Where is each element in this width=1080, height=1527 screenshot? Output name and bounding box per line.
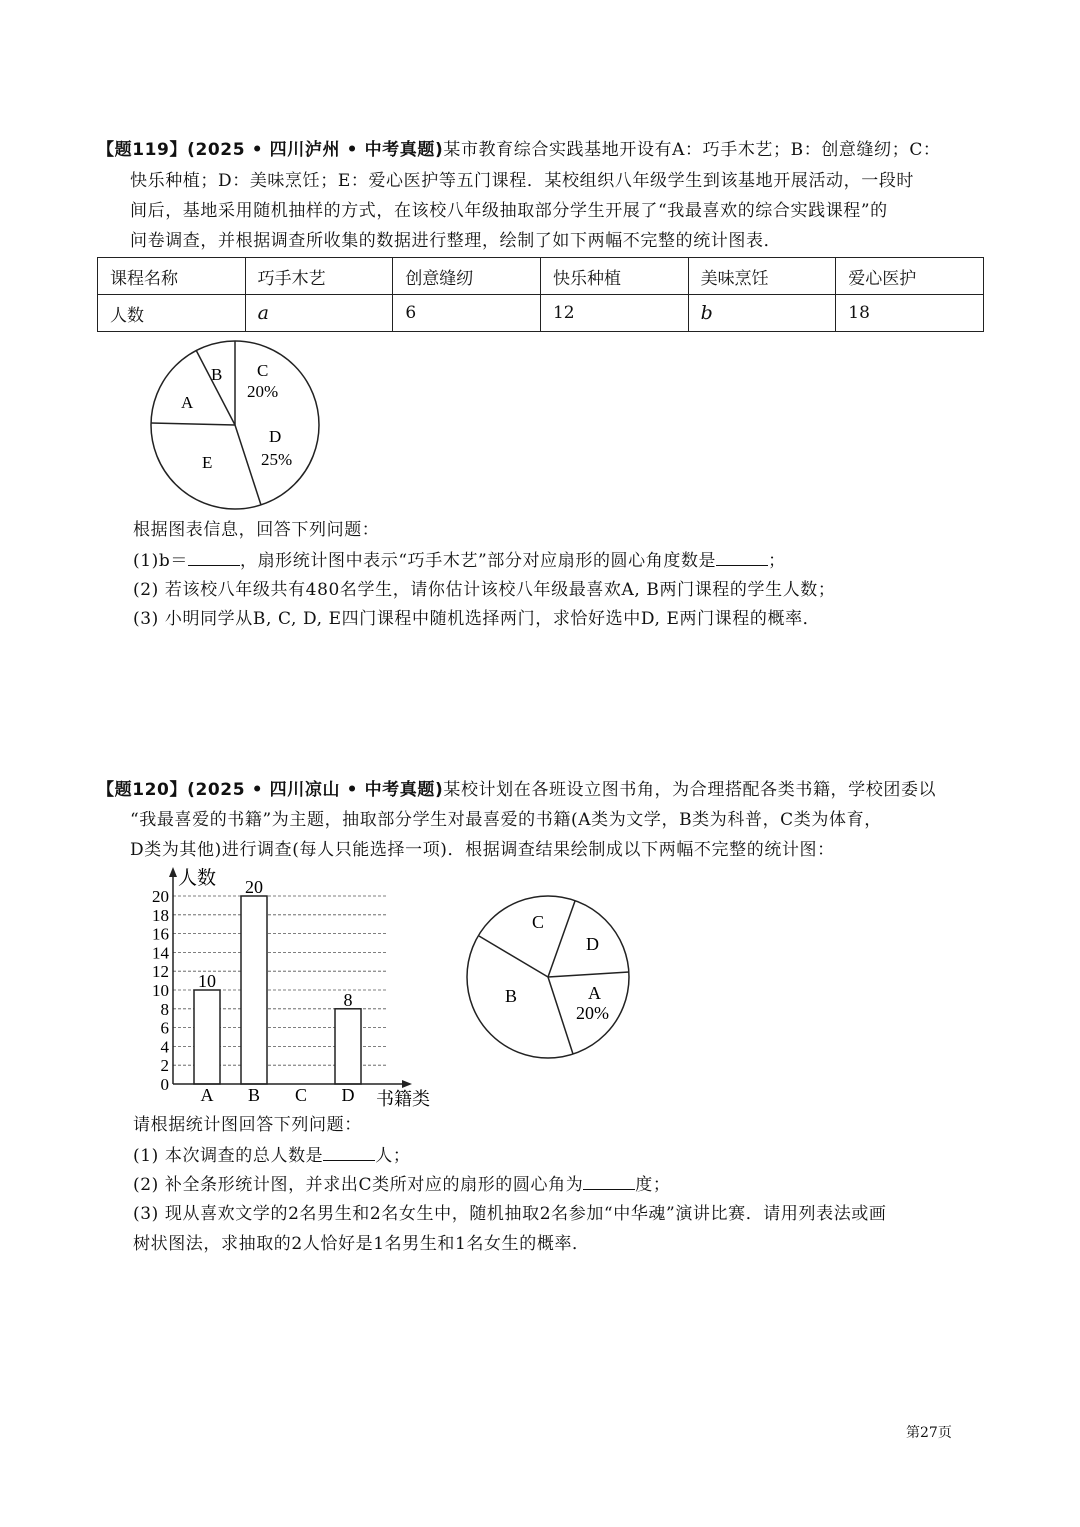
pie-divider bbox=[548, 972, 629, 977]
y-axis-label: 人数 bbox=[178, 867, 217, 889]
q120-line1: 【题120】(2025 • 四川凉山 • 中考真题)某校计划在各班设立图书角，为合理搭配各类书籍，学校团委以 bbox=[97, 780, 937, 800]
y-tick-label: 8 bbox=[160, 999, 169, 1019]
q119-question-1: (1)b＝ ，扇形统计图中表示“巧手木艺”部分对应扇形的圆心角度数是 ； bbox=[133, 551, 786, 571]
x-tick-label: D bbox=[341, 1085, 355, 1105]
table-cell: b bbox=[688, 295, 836, 332]
course-table bbox=[97, 257, 984, 332]
q120-bar-chart bbox=[140, 865, 450, 1110]
answer-blank bbox=[716, 549, 768, 566]
q120-question-3-line1: (3) 现从喜欢文学的2名男生和2名女生中，随机抽取2名参加“中华魂”演讲比赛．请用列表法或画 bbox=[133, 1204, 887, 1224]
pie-label-a-pct: 20% bbox=[576, 1003, 609, 1023]
table-header-row bbox=[98, 258, 984, 295]
pie-label-c-pct: 20% bbox=[247, 382, 279, 401]
y-tick-label: 16 bbox=[152, 924, 169, 944]
x-axis-arrow bbox=[402, 1080, 412, 1088]
q120-line3: D类为其他)进行调查(每人只能选择一项)．根据调查结果绘制成以下两幅不完整的统计图： bbox=[130, 840, 835, 860]
bar-x-labels bbox=[201, 1085, 355, 1105]
table-cell: 美味烹饪 bbox=[688, 258, 836, 295]
pie-label-b: B bbox=[211, 365, 223, 384]
pie-divider bbox=[235, 425, 261, 505]
y-tick-label: 10 bbox=[152, 981, 169, 1000]
bar-value-label: 10 bbox=[198, 971, 216, 991]
x-tick-label: B bbox=[247, 1085, 261, 1105]
q119-question-2: (2) 若该校八年级共有480名学生，请你估计该校八年级最喜欢A, B两门课程的学生人数； bbox=[133, 580, 836, 600]
y-tick-label: 20 bbox=[152, 887, 169, 906]
pie-label-e: E bbox=[202, 453, 213, 472]
q119-line2: 快乐种植；D：美味烹饪；E：爱心医护等五门课程．某校组织八年级学生到该基地开展活动，一段时 bbox=[130, 171, 915, 191]
table-cell: 18 bbox=[836, 295, 984, 332]
q120-question-2: (2) 补全条形统计图，并求出C类所对应的扇形的圆心角为 度； bbox=[133, 1175, 671, 1195]
y-tick-label: 12 bbox=[152, 962, 169, 982]
bar bbox=[194, 990, 220, 1084]
q119-pie-chart bbox=[145, 338, 325, 513]
pie-label-d-pct: 25% bbox=[261, 450, 293, 469]
pie-divider bbox=[548, 901, 575, 977]
table-cell: 快乐种植 bbox=[540, 258, 688, 295]
pie-divider bbox=[196, 350, 235, 425]
table-cell: 6 bbox=[393, 295, 541, 332]
q120-intro: 请根据统计图回答下列问题： bbox=[133, 1115, 362, 1135]
q119-line1: 【题119】(2025 • 四川泸州 • 中考真题)某市教育综合实践基地开设有A：巧手木艺；B：创意缝纫；C： bbox=[97, 140, 941, 160]
table-cell: 人数 bbox=[98, 295, 246, 332]
y-tick-label: 0 bbox=[160, 1075, 169, 1094]
page-number: 第27页 bbox=[906, 1425, 952, 1441]
bar-value-label: 8 bbox=[343, 989, 353, 1010]
table-cell: 巧手木艺 bbox=[245, 258, 393, 295]
q120-question-3-line2: 树状图法，求抽取的2人恰好是1名男生和1名女生的概率． bbox=[133, 1234, 590, 1254]
y-tick-label: 4 bbox=[160, 1037, 169, 1057]
q119-line3: 间后，基地采用随机抽样的方式，在该校八年级抽取部分学生开展了“我最喜欢的综合实践课程”的 bbox=[130, 201, 888, 221]
pie-label-c: C bbox=[257, 361, 269, 380]
q120-pie-chart bbox=[462, 892, 634, 1062]
pie-label-d: D bbox=[269, 427, 282, 446]
x-tick-label: C bbox=[294, 1085, 308, 1105]
answer-blank bbox=[323, 1144, 375, 1161]
y-axis-arrow bbox=[169, 867, 177, 877]
y-tick-label: 18 bbox=[152, 905, 169, 925]
pie-label-c: C bbox=[532, 912, 545, 932]
q120-title: 【题120】(2025 • 四川凉山 • 中考真题) bbox=[97, 780, 444, 800]
bar-bars bbox=[194, 877, 361, 1084]
y-tick-label: 2 bbox=[160, 1056, 169, 1076]
table-cell: 12 bbox=[540, 295, 688, 332]
answer-blank bbox=[188, 549, 240, 566]
table-cell: a bbox=[245, 295, 393, 332]
q119-intro: 根据图表信息，回答下列问题： bbox=[133, 520, 380, 540]
q119-question-3: (3) 小明同学从B, C, D, E四门课程中随机选择两门，求恰好选中D, E两门课程的概率． bbox=[133, 609, 821, 629]
pie-label-a: A bbox=[181, 393, 194, 412]
table-cell: 爱心医护 bbox=[836, 258, 984, 295]
pie-label-d: D bbox=[586, 934, 599, 954]
bar-value-label: 20 bbox=[245, 877, 263, 897]
q120-question-1: (1) 本次调查的总人数是 人； bbox=[133, 1146, 411, 1166]
answer-blank bbox=[583, 1173, 635, 1190]
pie-label-a: A bbox=[588, 983, 601, 1003]
table-cell: 课程名称 bbox=[98, 258, 246, 295]
pie-divider bbox=[151, 423, 235, 425]
pie-label-b: B bbox=[505, 986, 518, 1006]
x-axis-label: 书籍类 bbox=[376, 1089, 430, 1110]
q120-line2: “我最喜爱的书籍”为主题，抽取部分学生对最喜爱的书籍(A类为文学，B类为科普，C类为体育， bbox=[130, 810, 882, 830]
pie-divider bbox=[548, 977, 573, 1054]
bar bbox=[335, 1009, 361, 1084]
bar-y-ticks bbox=[152, 887, 170, 1094]
q119-line4: 问卷调查，并根据调查所收集的数据进行整理，绘制了如下两幅不完整的统计图表． bbox=[130, 231, 782, 251]
y-tick-label: 6 bbox=[160, 1018, 169, 1038]
bar bbox=[241, 896, 267, 1084]
table-cell: 创意缝纫 bbox=[393, 258, 541, 295]
x-tick-label: A bbox=[200, 1085, 214, 1105]
table-row bbox=[98, 295, 984, 332]
q119-title: 【题119】(2025 • 四川泸州 • 中考真题) bbox=[97, 140, 444, 160]
y-tick-label: 14 bbox=[152, 943, 169, 963]
pie-divider bbox=[479, 936, 548, 977]
